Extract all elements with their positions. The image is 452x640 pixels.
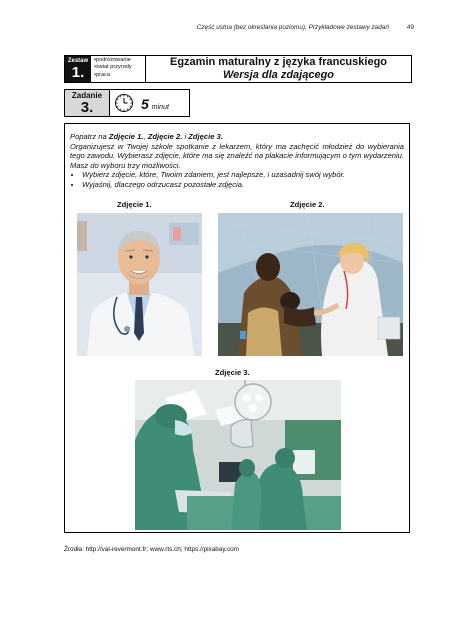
zestaw-box bbox=[64, 55, 146, 83]
zadanie-id bbox=[65, 90, 110, 116]
page-number: 49 bbox=[406, 24, 414, 31]
task-bullets bbox=[70, 170, 404, 189]
image-sources: Źródła: http://val-revermont.fr; www.rts.ch; https://pixabay.com bbox=[64, 546, 239, 553]
zestaw-id bbox=[65, 56, 91, 82]
exam-subtitle: Wersja dla zdającego bbox=[222, 69, 335, 81]
topic-item: • praca bbox=[94, 72, 145, 79]
time-limit bbox=[138, 90, 169, 116]
intro-photo3: Zdjęcie 3. bbox=[188, 132, 223, 141]
zestaw-number: 1. bbox=[71, 64, 85, 81]
exam-title: Egzamin maturalny z języka francuskiego bbox=[169, 56, 388, 68]
photo1-label: Zdjęcie 1. bbox=[117, 200, 152, 209]
photo3-label: Zdjęcie 3. bbox=[215, 368, 250, 377]
clock-icon bbox=[110, 90, 138, 116]
zestaw-label: Zestaw bbox=[67, 58, 89, 64]
task-body: Organizujesz w Twojej szkole spotkanie z lekarzem, który ma zachęcić młodzież do wybierania tego zawodu. Wybierasz zdjęcie, które ma się znaleźć na plakacie informującym o tym wydarzeniu. Masz do wyboru trzy możliwości. bbox=[70, 141, 404, 170]
time-value: 5 bbox=[141, 96, 149, 112]
zadanie-number: 3. bbox=[80, 99, 94, 116]
intro-photo1: Zdjęcie 1. bbox=[108, 132, 144, 141]
topic-item: • podróżowanie bbox=[94, 57, 145, 64]
topic-list bbox=[91, 56, 145, 82]
task-bullet: • Wyjaśnij, dlaczego odrzucasz pozostałe zdjęcia. bbox=[82, 180, 404, 190]
photo2-label: Zdjęcie 2. bbox=[290, 200, 325, 209]
intro-photo2: Zdjęcie 2. bbox=[147, 132, 183, 141]
running-header bbox=[64, 24, 414, 31]
zadanie-box bbox=[64, 89, 190, 117]
task-bullet: • Wybierz zdjęcie, które, Twoim zdaniem, jest najlepsze, i uzasadnij swój wybór. bbox=[82, 170, 404, 180]
topic-item: • świat przyrody bbox=[94, 64, 145, 71]
time-unit: minut bbox=[151, 104, 169, 111]
task-intro: Popatrz na Zdjęcie 1., Zdjęcie 2. i Zdjęcie 3. bbox=[70, 132, 223, 141]
photo1-doctor-image bbox=[77, 213, 202, 356]
task-box bbox=[64, 123, 410, 533]
running-title: Część ustna (bez określania poziomu). Przykładowe zestawy zadań bbox=[196, 24, 389, 31]
photo3-surgery-image bbox=[135, 380, 341, 530]
zadanie-label: Zadanie bbox=[71, 91, 103, 100]
photo2-field-doctor-image bbox=[218, 213, 403, 356]
exam-title-box bbox=[145, 55, 412, 83]
